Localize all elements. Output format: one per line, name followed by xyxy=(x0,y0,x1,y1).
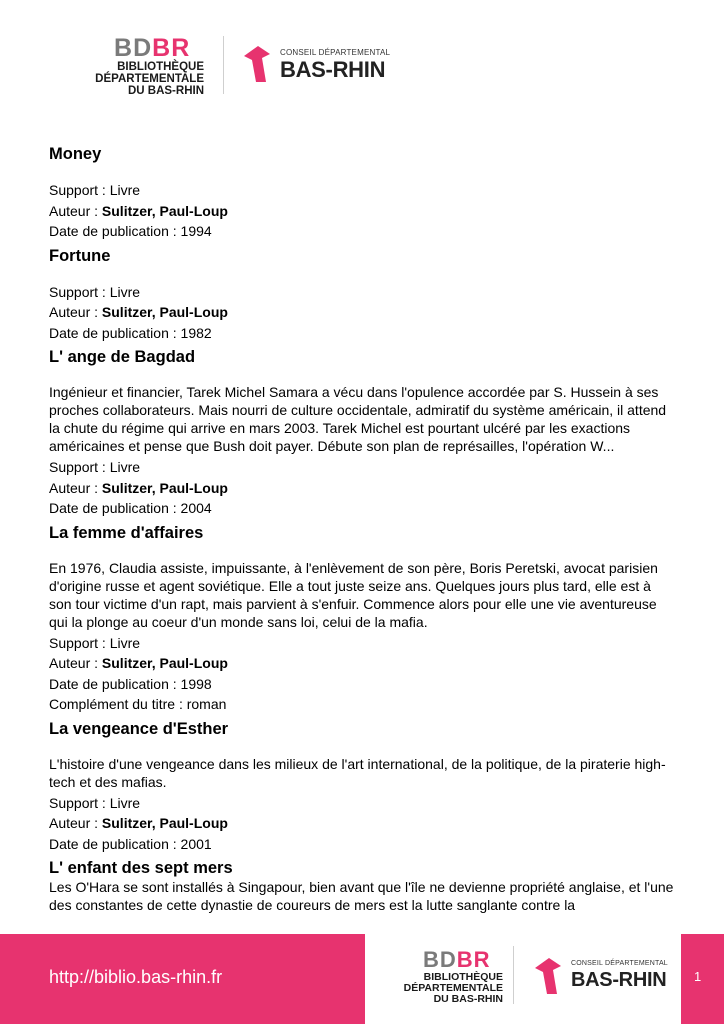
entry-support: Support : Livre xyxy=(49,283,141,300)
bdbr-logo-letters: BDBR xyxy=(423,947,491,972)
entry-author: Auteur : Sulitzer, Paul-Loup xyxy=(49,202,228,219)
entry-vengeance-d-esther xyxy=(49,719,677,855)
footer-url-link[interactable]: http://biblio.bas-rhin.fr xyxy=(49,967,223,987)
entry-date: Date de publication : 2001 xyxy=(49,835,212,852)
entry-date: Date de publication : 1982 xyxy=(49,324,212,341)
entry-complement: Complément du titre : roman xyxy=(49,696,227,712)
page-footer xyxy=(0,934,724,1024)
entry-title: L' enfant des sept mers xyxy=(49,859,233,877)
entry-fortune xyxy=(49,246,677,344)
footer-logos xyxy=(365,934,681,1024)
conseil-departemental-logo xyxy=(242,44,402,90)
entry-author: Auteur : Sulitzer, Paul-Loup xyxy=(49,304,228,320)
footer-conseil-departemental-logo xyxy=(533,956,673,1000)
bas-rhin-emblem-icon xyxy=(242,44,276,84)
entry-support: Support : Livre xyxy=(49,794,141,811)
entry-date: Date de publication : 2004 xyxy=(49,500,212,516)
entry-money xyxy=(49,144,677,242)
entry-support: Support : Livre xyxy=(49,182,141,198)
bdbr-logo xyxy=(74,35,204,97)
bdbr-logo-text: BIBLIOTHÈQUE DÉPARTEMENTALE DU BAS-RHIN xyxy=(403,971,503,1005)
logo-divider xyxy=(223,36,224,94)
footer-logo-divider xyxy=(513,946,514,1004)
entry-title: Money xyxy=(49,145,102,163)
footer-bdbr-logo xyxy=(377,948,503,1010)
entry-description: L'histoire d'une vengeance dans les milieux de l'art international, de la politique, de la piraterie high-tech et des mafias. xyxy=(49,755,666,790)
entry-date: Date de publication : 1998 xyxy=(49,675,212,692)
page-number: 1 xyxy=(694,969,702,984)
entry-author: Auteur : Sulitzer, Paul-Loup xyxy=(49,479,228,496)
bdbr-logo-letters: BDBR xyxy=(114,34,191,62)
bdbr-logo-text: BIBLIOTHÈQUE DÉPARTEMENTALE DU BAS-RHIN xyxy=(95,61,204,97)
cd-logo-small-text: CONSEIL DÉPARTEMENTAL xyxy=(280,48,391,57)
entry-title: La vengeance d'Esther xyxy=(49,719,229,738)
entry-support: Support : Livre xyxy=(49,459,141,475)
bas-rhin-emblem-icon xyxy=(533,956,567,996)
entry-description: Ingénieur et financier, Tarek Michel Samara a vécu dans l'opulence accordée par S. Hussein à ses proches collaborateurs. Mais nourri de culture occidentale, admiratif du système américain, il attend la chute du régime qui arrive en mars 2003. Tarek Michel est pourtant ulcéré par les exactions américaines et pense que Bush doit payer. Débute son plan de représailles, l'opération W... xyxy=(49,384,667,454)
entry-femme-d-affaires xyxy=(49,523,677,715)
entry-title: Fortune xyxy=(49,246,111,265)
entry-date: Date de publication : 1994 xyxy=(49,223,212,239)
entry-description: En 1976, Claudia assiste, impuissante, à l'enlèvement de son père, Boris Peretski, avocat parisien d'origine russe et agent soviétique. Elle a tout juste seize ans. Quelques jours plus tard, elle est à son tour victime d'un rapt, mais parvient à s'enfuir. Commence alors pour elle une vie aventureuse qui la plonge au coeur d'un monde sans loi, celui de la mafia. xyxy=(49,559,658,630)
entry-ange-de-bagdad xyxy=(49,347,677,519)
entry-title: La femme d'affaires xyxy=(49,523,204,542)
cd-logo-small-text: CONSEIL DÉPARTEMENTAL xyxy=(571,960,668,967)
cd-logo-big-text: BAS-RHIN xyxy=(571,969,667,991)
entry-description: Les O'Hara se sont installés à Singapour, bien avant que l'île ne devienne propriété anglaise, et l'une des constantes de cette dynastie de coureurs de mers est la lutte sanglante contre la xyxy=(49,879,674,913)
entry-enfant-des-sept-mers xyxy=(49,858,677,914)
entries-list xyxy=(49,144,677,918)
entry-author: Auteur : Sulitzer, Paul-Loup xyxy=(49,815,228,831)
entry-support: Support : Livre xyxy=(49,634,141,651)
cd-logo-big-text: BAS-RHIN xyxy=(280,57,386,82)
entry-author: Auteur : Sulitzer, Paul-Loup xyxy=(49,655,228,671)
entry-title: L' ange de Bagdad xyxy=(49,348,196,366)
